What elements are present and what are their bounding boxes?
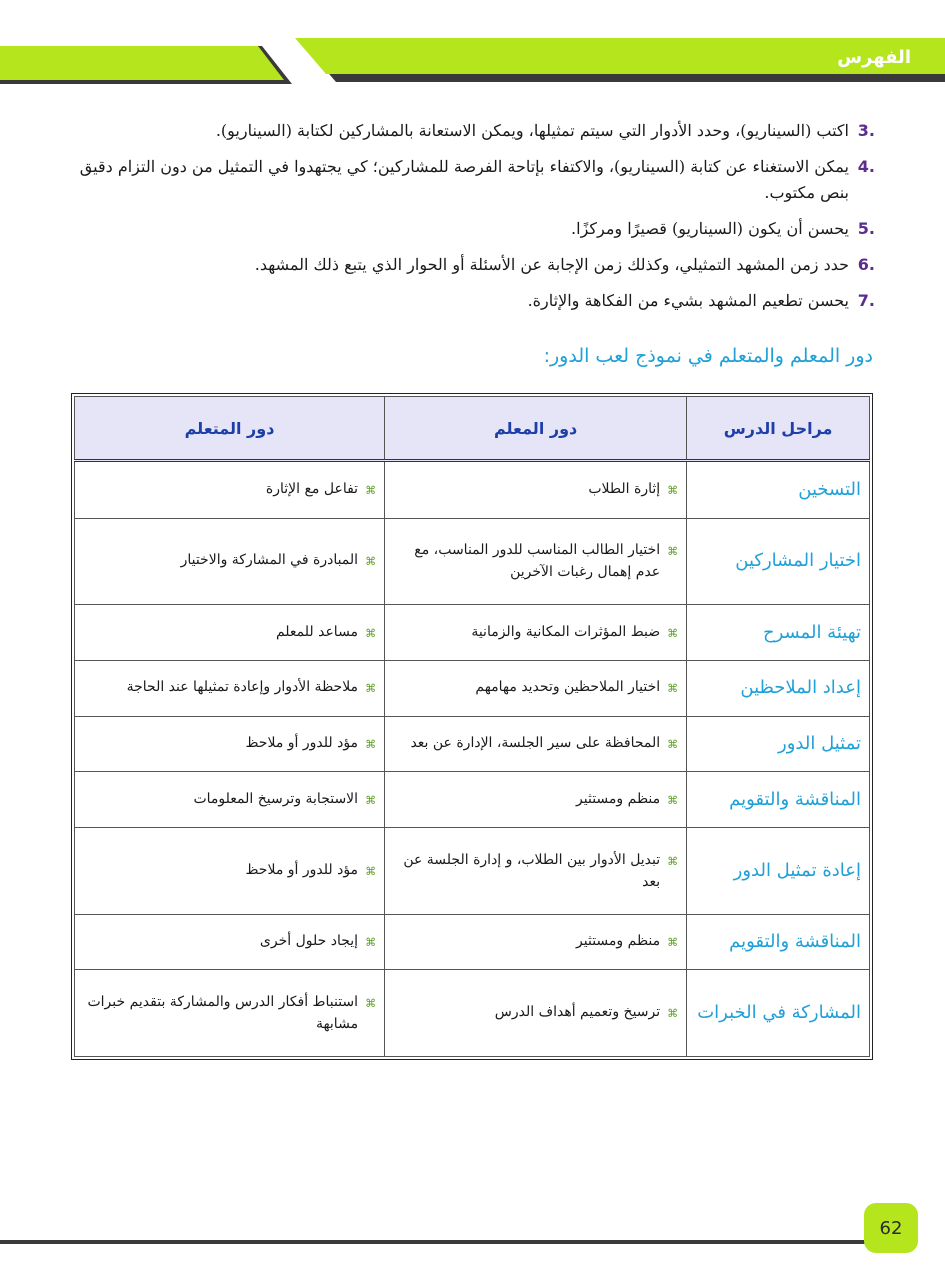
header-band: [0, 0, 945, 90]
learner-role-cell: [75, 605, 385, 661]
learner-role-text: تفاعل مع الإثارة: [265, 480, 359, 497]
teacher-role-cell: [385, 828, 687, 915]
table-row: [75, 716, 870, 772]
learner-role-cell: [75, 716, 385, 772]
teacher-role-cell: [385, 970, 687, 1057]
learner-role-text: إيجاد حلول أخرى: [259, 933, 359, 950]
table-row: [75, 772, 870, 828]
bullet-item: [393, 732, 678, 756]
footer-line: [0, 1240, 870, 1244]
table-row: [75, 605, 870, 661]
teacher-role-cell: [385, 660, 687, 716]
teacher-role-text: تبديل الأدوار بين الطلاب، و إدارة الجلسة عن بعد: [403, 851, 661, 890]
bullet-item: [393, 621, 678, 645]
bullet-item: [393, 676, 678, 700]
stage-cell: إعداد الملاحظين: [687, 660, 870, 716]
bullet-icon: ⌘: [365, 997, 377, 1011]
bullet-icon: ⌘: [365, 936, 377, 950]
section-title: دور المعلم والمتعلم في نموذج لعب الدور:: [543, 345, 873, 367]
stage-cell: تمثيل الدور: [687, 716, 870, 772]
table-row: [75, 970, 870, 1057]
roles-table-grid: [74, 396, 870, 1057]
learner-role-text: مؤد للدور أو ملاحظ: [245, 735, 359, 752]
step-number: .6: [857, 255, 875, 274]
stage-cell: إعادة تمثيل الدور: [687, 828, 870, 915]
learner-role-cell: [75, 914, 385, 970]
teacher-role-text: اختيار الطالب المناسب للدور المناسب، مع عدم إهمال رغبات الآخرين: [414, 542, 661, 581]
bullet-icon: ⌘: [365, 682, 377, 696]
step-text: يمكن الاستغناء عن كتابة (السيناريو)، والاكتفاء بإتاحة الفرصة للمشاركين؛ كي يجتهدوا في التمثيل من دون التزام دقيق بنص مكتوب.: [79, 157, 849, 202]
bullet-icon: ⌘: [365, 793, 377, 807]
bullet-icon: ⌘: [667, 738, 679, 752]
bullet-item: [83, 549, 376, 573]
page-number-badge: 62: [864, 1203, 918, 1253]
bullet-icon: ⌘: [667, 854, 679, 868]
bullet-icon: ⌘: [667, 626, 679, 640]
table-row: [75, 660, 870, 716]
bullet-item: [83, 788, 376, 812]
bullet-item: [83, 930, 376, 954]
teacher-role-cell: [385, 605, 687, 661]
teacher-role-cell: [385, 772, 687, 828]
bullet-icon: ⌘: [667, 793, 679, 807]
bullet-icon: ⌘: [365, 555, 377, 569]
teacher-role-text: اختيار الملاحظين وتحديد مهامهم: [475, 679, 661, 696]
bullet-icon: ⌘: [667, 682, 679, 696]
table-body: [75, 461, 870, 1057]
step-text: حدد زمن المشهد التمثيلي، وكذلك زمن الإجابة عن الأسئلة أو الحوار الذي يتبع ذلك المشهد.: [254, 255, 849, 274]
bullet-item: [83, 732, 376, 756]
bullet-item: [393, 1001, 678, 1025]
stage-cell: اختيار المشاركين: [687, 518, 870, 605]
list-item: [75, 118, 875, 144]
bullet-item: [83, 478, 376, 502]
bullet-icon: ⌘: [365, 483, 377, 497]
step-text: يحسن تطعيم المشهد بشيء من الفكاهة والإثارة.: [527, 291, 849, 310]
step-number: .4: [857, 157, 875, 176]
teacher-role-text: المحافظة على سير الجلسة، الإدارة عن بعد: [410, 735, 661, 752]
table-row: [75, 461, 870, 519]
teacher-role-text: منظم ومستثير: [576, 790, 661, 807]
bullet-icon: ⌘: [365, 864, 377, 878]
steps-list: [75, 118, 875, 324]
bullet-icon: ⌘: [667, 1007, 679, 1021]
list-item: [75, 216, 875, 242]
roles-table: [71, 393, 873, 1060]
learner-role-cell: [75, 660, 385, 716]
learner-role-text: الاستجابة وترسيخ المعلومات: [193, 790, 359, 807]
column-header-stage: مراحل الدرس: [687, 397, 870, 461]
bullet-icon: ⌘: [667, 936, 679, 950]
step-number: .3: [857, 121, 875, 140]
learner-role-cell: [75, 518, 385, 605]
bullet-item: [83, 676, 376, 700]
list-item: [75, 252, 875, 278]
teacher-role-cell: [385, 914, 687, 970]
bullet-item: [83, 991, 376, 1035]
list-item: [75, 288, 875, 314]
page-header: [0, 0, 945, 90]
bullet-item: [393, 849, 678, 893]
bullet-item: [393, 930, 678, 954]
step-text: يحسن أن يكون (السيناريو) قصيرًا ومركزًا.: [571, 219, 849, 238]
bullet-icon: ⌘: [365, 738, 377, 752]
teacher-role-cell: [385, 716, 687, 772]
step-text: اكتب (السيناريو)، وحدد الأدوار التي سيتم تمثيلها، ويمكن الاستعانة بالمشاركين لكتابة (السيناريو).: [215, 121, 849, 140]
learner-role-text: المبادرة في المشاركة والاختيار: [180, 552, 359, 569]
learner-role-text: استنباط أفكار الدرس والمشاركة بتقديم خبرات مشابهة: [87, 994, 359, 1033]
teacher-role-text: إثارة الطلاب: [588, 480, 661, 497]
step-number: .5: [857, 219, 875, 238]
stage-cell: المشاركة في الخبرات: [687, 970, 870, 1057]
teacher-role-text: منظم ومستثير: [576, 933, 661, 950]
teacher-role-cell: [385, 518, 687, 605]
step-number: .7: [857, 291, 875, 310]
table-header-row: [75, 397, 870, 461]
bullet-item: [393, 478, 678, 502]
learner-role-cell: [75, 772, 385, 828]
learner-role-text: ملاحظة الأدوار وإعادة تمثيلها عند الحاجة: [126, 679, 359, 696]
stage-cell: المناقشة والتقويم: [687, 772, 870, 828]
stage-cell: التسخين: [687, 461, 870, 519]
bullet-icon: ⌘: [365, 626, 377, 640]
stage-cell: تهيئة المسرح: [687, 605, 870, 661]
table-row: [75, 914, 870, 970]
list-item: [75, 154, 875, 206]
learner-role-cell: [75, 970, 385, 1057]
teacher-role-cell: [385, 461, 687, 519]
learner-role-text: مساعد للمعلم: [275, 623, 359, 640]
bullet-item: [83, 859, 376, 883]
column-header-teacher: دور المعلم: [385, 397, 687, 461]
table-row: [75, 828, 870, 915]
bullet-icon: ⌘: [667, 483, 679, 497]
bullet-item: [393, 539, 678, 583]
learner-role-text: مؤد للدور أو ملاحظ: [245, 861, 359, 878]
learner-role-cell: [75, 461, 385, 519]
teacher-role-text: ترسيخ وتعميم أهداف الدرس: [494, 1004, 661, 1021]
bullet-item: [393, 788, 678, 812]
bullet-item: [83, 621, 376, 645]
stage-cell: المناقشة والتقويم: [687, 914, 870, 970]
bullet-icon: ⌘: [667, 545, 679, 559]
header-title[interactable]: الفهرس: [837, 47, 911, 68]
teacher-role-text: ضبط المؤثرات المكانية والزمانية: [471, 623, 661, 640]
learner-role-cell: [75, 828, 385, 915]
column-header-learner: دور المتعلم: [75, 397, 385, 461]
table-row: [75, 518, 870, 605]
